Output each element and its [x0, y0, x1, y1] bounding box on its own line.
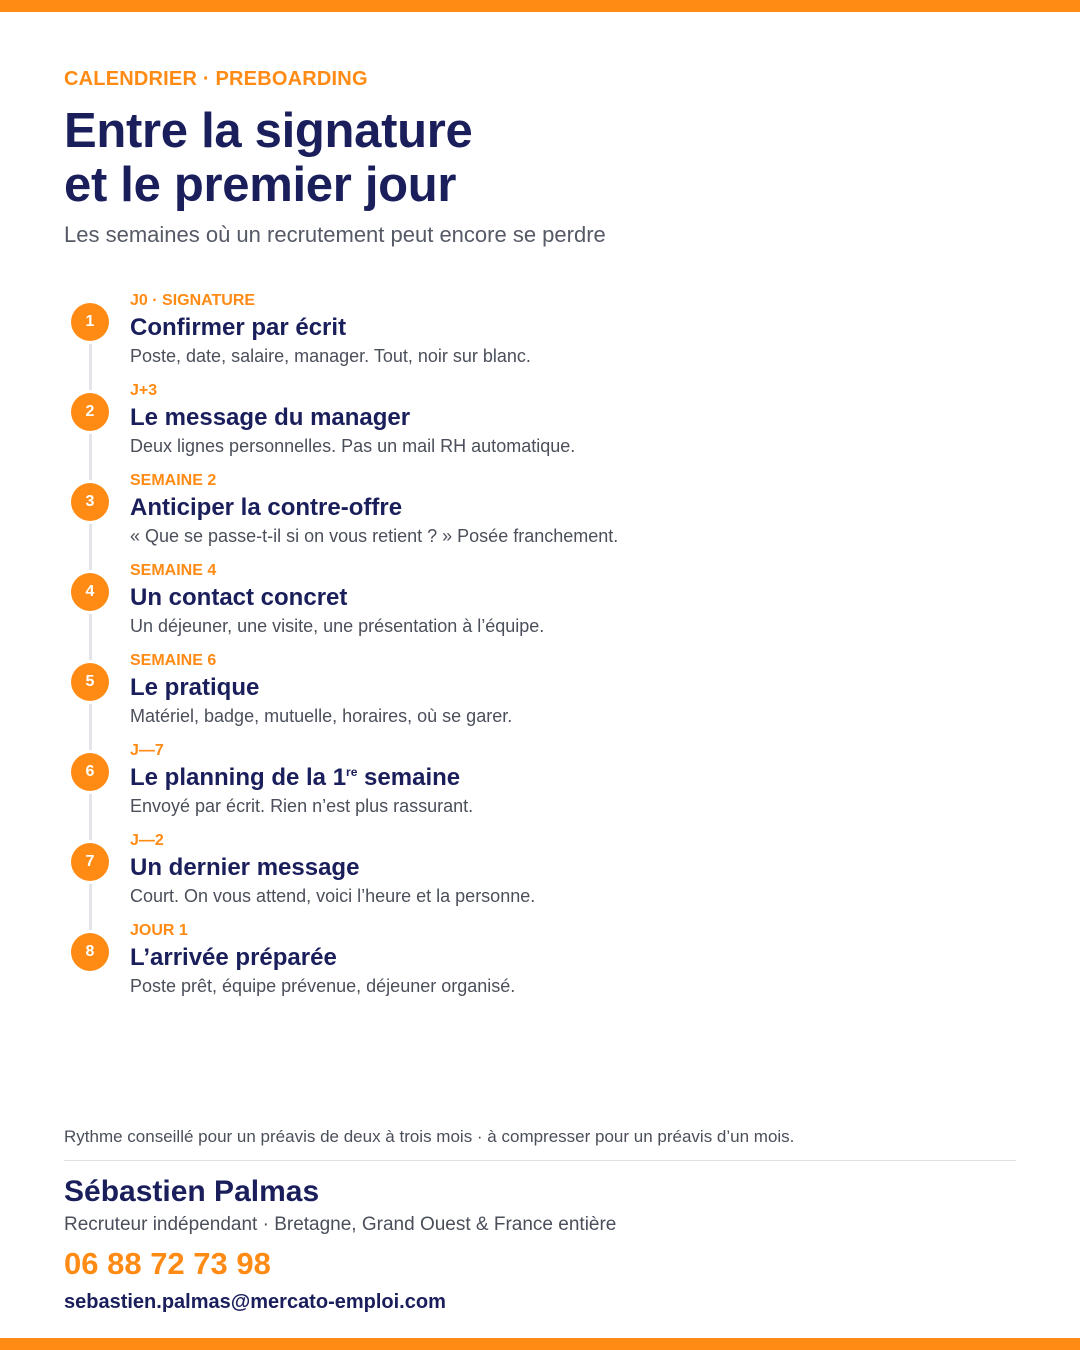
step-number-badge: 7: [71, 843, 109, 881]
step-title: Confirmer par écrit: [130, 314, 347, 341]
step-description: Un déjeuner, une visite, une présentation à l’équipe.: [130, 616, 545, 636]
step-number-badge: 2: [71, 393, 109, 431]
timeline-step-5: [0, 652, 1080, 751]
timeline-step-1: [0, 292, 1080, 391]
step-title: Le message du manager: [130, 404, 411, 431]
step-tag: J+3: [130, 382, 158, 399]
step-title: Un contact concret: [130, 584, 348, 611]
step-tag: J0 · SIGNATURE: [130, 292, 256, 309]
step-title: Un dernier message: [130, 854, 360, 881]
step-description: Matériel, badge, mutuelle, horaires, où se garer.: [130, 706, 513, 726]
page-title-line-2: et le premier jour: [64, 158, 457, 212]
step-description: « Que se passe-t-il si on vous retient ? » Posée franchement.: [130, 526, 619, 546]
timeline-step-7: [0, 832, 1080, 931]
timeline-step-6: [0, 742, 1080, 841]
step-title-end: semaine: [357, 764, 461, 791]
step-title: Anticiper la contre-offre: [130, 494, 403, 521]
timeline-step-8: [0, 922, 1080, 1021]
contact-phone[interactable]: 06 88 72 73 98: [64, 1246, 271, 1281]
step-description: Envoyé par écrit. Rien n’est plus rassurant.: [130, 796, 474, 816]
contact-role: Recruteur indépendant · Bretagne, Grand Ouest & France entière: [64, 1214, 617, 1235]
step-number-badge: 6: [71, 753, 109, 791]
step-tag: J—2: [130, 832, 164, 849]
footer-divider: [64, 1160, 1016, 1161]
step-description: Court. On vous attend, voici l’heure et la personne.: [130, 886, 536, 906]
step-description: Poste prêt, équipe prévenue, déjeuner organisé.: [130, 976, 516, 996]
step-number-badge: 1: [71, 303, 109, 341]
timeline-step-2: [0, 382, 1080, 481]
page-subtitle: Les semaines où un recrutement peut encore se perdre: [64, 222, 606, 247]
page-title-line-1: Entre la signature: [64, 104, 473, 158]
step-number-badge: 4: [71, 573, 109, 611]
step-title-main: Le planning de la 1: [130, 764, 347, 791]
step-tag: SEMAINE 4: [130, 562, 217, 579]
step-number-badge: 8: [71, 933, 109, 971]
step-description: Poste, date, salaire, manager. Tout, noir sur blanc.: [130, 346, 531, 366]
step-title: Le pratique: [130, 674, 260, 701]
eyebrow-label: CALENDRIER · PREBOARDING: [64, 68, 368, 90]
timeline-step-4: [0, 562, 1080, 661]
step-tag: SEMAINE 2: [130, 472, 217, 489]
step-title: [130, 764, 460, 792]
step-title-superscript: re: [346, 765, 358, 779]
step-number-badge: 3: [71, 483, 109, 521]
contact-email[interactable]: sebastien.palmas@mercato-emploi.com: [64, 1291, 446, 1313]
step-number-badge: 5: [71, 663, 109, 701]
contact-name: Sébastien Palmas: [64, 1175, 320, 1208]
bottom-accent-bar: [0, 1338, 1080, 1350]
step-title: L’arrivée préparée: [130, 944, 337, 971]
timeline-step-3: [0, 472, 1080, 571]
step-description: Deux lignes personnelles. Pas un mail RH automatique.: [130, 436, 576, 456]
footer-note: Rythme conseillé pour un préavis de deux à trois mois · à compresser pour un préavis d’un mois.: [64, 1127, 795, 1146]
step-tag: J—7: [130, 742, 164, 759]
step-tag: JOUR 1: [130, 922, 188, 939]
step-tag: SEMAINE 6: [130, 652, 217, 669]
